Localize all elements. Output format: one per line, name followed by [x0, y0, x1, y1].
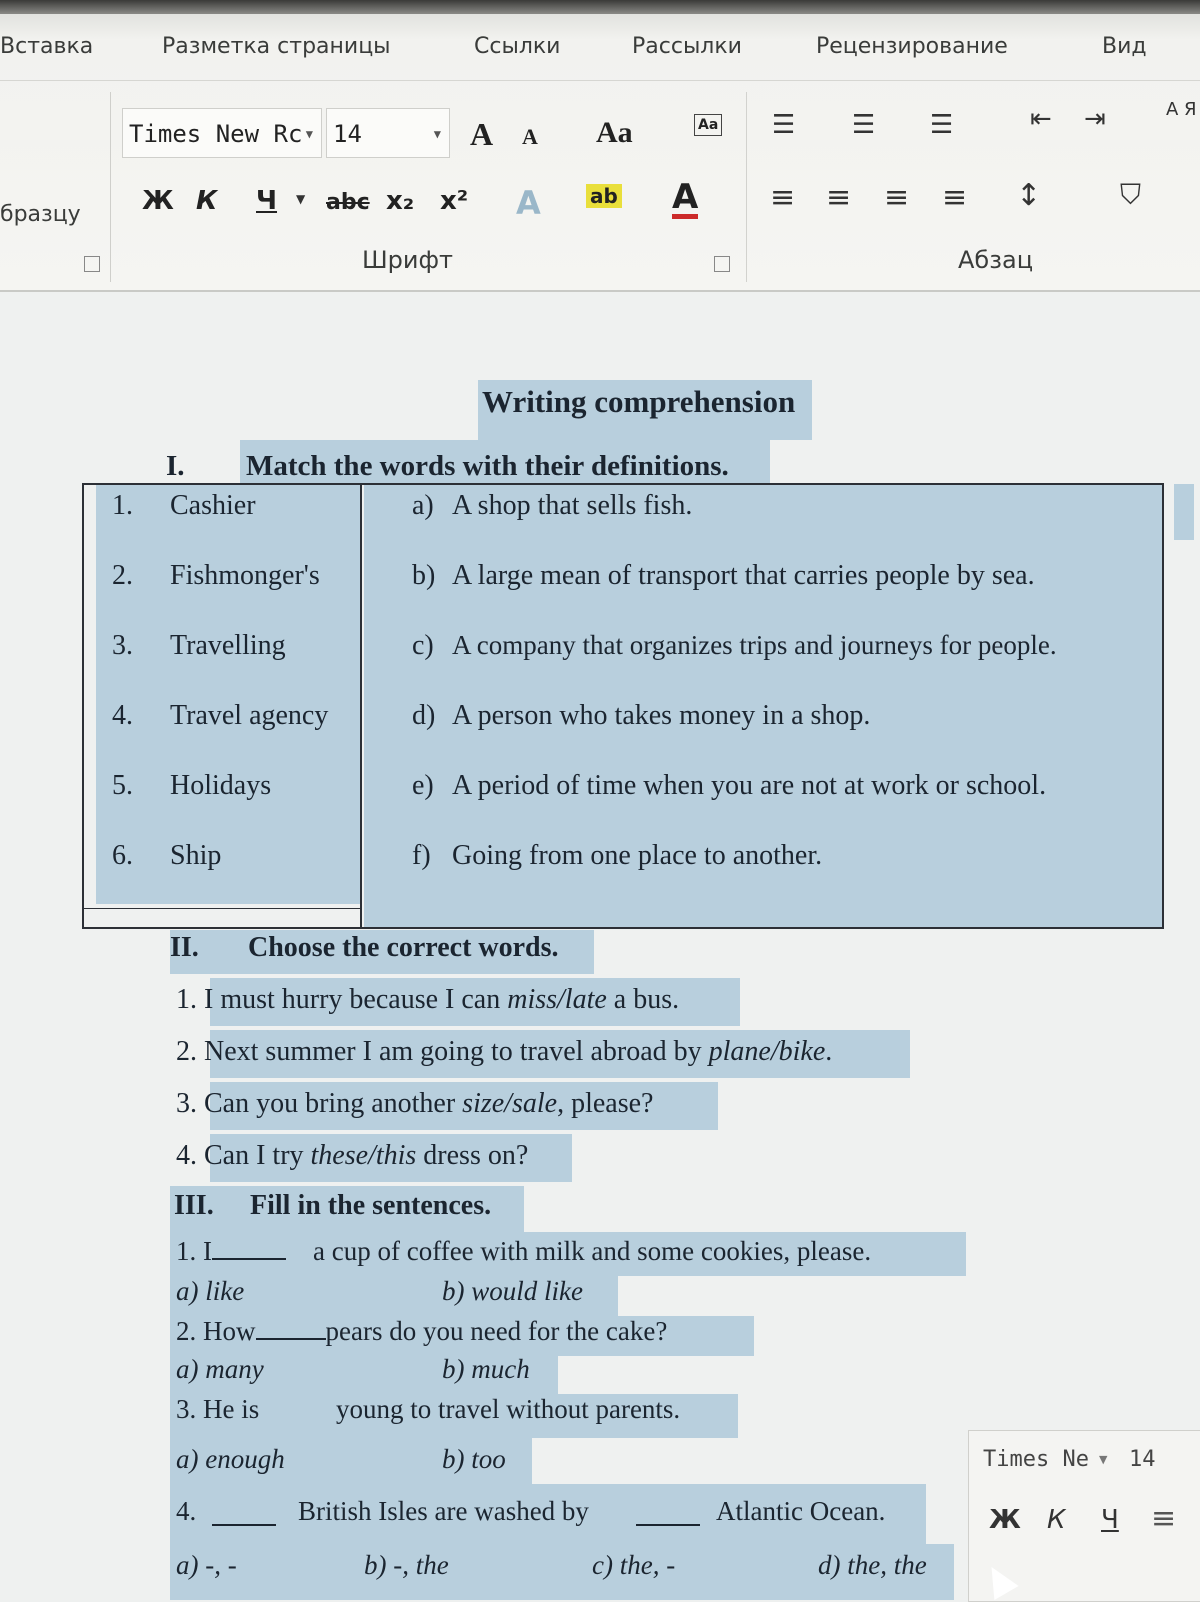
- question-text: 2. How: [176, 1316, 256, 1346]
- answer-blank: [256, 1338, 326, 1340]
- list-item: [176, 1140, 528, 1172]
- tab-references[interactable]: Ссылки: [474, 34, 561, 59]
- mini-font-name[interactable]: Times Ne: [983, 1447, 1089, 1472]
- chevron-down-icon[interactable]: ▼: [296, 192, 306, 206]
- option: b) too: [442, 1444, 506, 1474]
- word-item: Travelling: [170, 630, 286, 661]
- word-item: Holidays: [170, 770, 272, 801]
- mini-font-size[interactable]: 14: [1129, 1447, 1156, 1472]
- group-separator: [746, 92, 747, 282]
- list-item: [176, 1088, 653, 1120]
- font-name-value: Times New Rc: [129, 120, 303, 148]
- question-text: Atlantic Ocean.: [716, 1496, 886, 1526]
- align-left-icon[interactable]: ≡: [770, 180, 796, 215]
- section-number: I.: [166, 450, 185, 482]
- section-title: Fill in the sentences.: [250, 1190, 492, 1221]
- answer-blank: [636, 1524, 700, 1526]
- item-choice: miss/late: [507, 984, 607, 1015]
- question-text: a cup of coffee with milk and some cookies, please.: [313, 1236, 872, 1266]
- option: c) the, -: [592, 1550, 676, 1580]
- tab-review[interactable]: Рецензирование: [816, 34, 1008, 59]
- format-painter-label[interactable]: бразцу: [0, 202, 81, 227]
- definition-item: A shop that sells fish.: [452, 490, 693, 521]
- bullets-icon[interactable]: ☰: [772, 110, 796, 140]
- superscript-button[interactable]: x²: [440, 186, 469, 216]
- item-text: , please?: [557, 1088, 654, 1119]
- bold-button[interactable]: Ж: [142, 186, 174, 216]
- align-right-icon[interactable]: ≡: [884, 180, 910, 215]
- paragraph-group-label: Абзац: [958, 246, 1034, 274]
- item-number: 2.: [176, 1036, 197, 1067]
- sort-icon[interactable]: А Я: [1166, 99, 1197, 120]
- ribbon: [0, 0, 1200, 292]
- definition-letter: f): [412, 840, 431, 871]
- list-item: [176, 984, 679, 1016]
- option: b) much: [442, 1354, 530, 1384]
- word-number: 2.: [112, 560, 133, 591]
- section-title: Match the words with their definitions.: [246, 450, 729, 482]
- item-text: dress on?: [416, 1140, 529, 1171]
- tab-page-layout[interactable]: Разметка страницы: [162, 34, 391, 59]
- table-divider: [360, 483, 362, 929]
- grow-font-button[interactable]: A: [470, 116, 494, 152]
- item-number: 4.: [176, 1140, 197, 1171]
- item-text: Can I try: [204, 1140, 311, 1171]
- align-center-icon[interactable]: ≡: [826, 180, 852, 215]
- tab-mailings[interactable]: Рассылки: [632, 34, 742, 59]
- underline-button[interactable]: Ч: [256, 186, 278, 216]
- title-bar: [0, 0, 1200, 14]
- item-choice: size/sale: [462, 1088, 558, 1119]
- change-case-button[interactable]: Aa: [596, 116, 633, 149]
- question-text: pears do you need for the cake?: [325, 1316, 668, 1346]
- question-text: 3. He is: [176, 1394, 260, 1424]
- font-size-combo[interactable]: [326, 108, 450, 158]
- tab-divider: [0, 80, 1200, 81]
- mini-italic-button[interactable]: К: [1047, 1505, 1066, 1535]
- numbering-icon[interactable]: ☰: [852, 110, 876, 140]
- item-number: 3.: [176, 1088, 197, 1119]
- font-size-value: 14: [333, 120, 362, 148]
- definition-letter: c): [412, 630, 434, 661]
- list-item: [176, 1036, 832, 1068]
- chevron-down-icon[interactable]: ▼: [433, 127, 441, 141]
- font-group-label: Шрифт: [362, 246, 453, 274]
- option: a) enough: [176, 1444, 285, 1474]
- clipboard-launcher-icon[interactable]: [84, 256, 100, 272]
- item-text: Next summer I am going to travel abroad by: [204, 1036, 709, 1067]
- word-item: Ship: [170, 840, 222, 871]
- selection-highlight: [1174, 484, 1194, 540]
- question-text: young to travel without parents.: [336, 1394, 681, 1424]
- item-text: I must hurry because I can: [204, 984, 508, 1015]
- item-text: a bus.: [606, 984, 680, 1015]
- definition-letter: b): [412, 560, 436, 591]
- word-number: 1.: [112, 490, 133, 521]
- option: b) -, the: [364, 1550, 449, 1580]
- word-number: 4.: [112, 700, 133, 731]
- font-name-combo[interactable]: [122, 108, 322, 158]
- option: a) like: [176, 1276, 245, 1306]
- multilevel-list-icon[interactable]: ☰: [930, 110, 954, 140]
- answer-blank: [212, 1258, 286, 1260]
- chevron-down-icon[interactable]: ▼: [1099, 1453, 1108, 1466]
- increase-indent-icon[interactable]: ⇥: [1084, 104, 1106, 134]
- option: b) would like: [442, 1276, 583, 1306]
- definition-item: A company that organizes trips and journeys for people.: [452, 630, 1057, 660]
- question-2: [176, 1316, 667, 1347]
- definition-letter: e): [412, 770, 434, 801]
- font-dialog-launcher-icon[interactable]: [714, 256, 730, 272]
- word-item: Travel agency: [170, 700, 329, 731]
- definition-letter: a): [412, 490, 434, 521]
- definition-item: A period of time when you are not at work or school.: [452, 770, 1047, 801]
- word-item: Cashier: [170, 490, 256, 521]
- chevron-down-icon[interactable]: ▼: [305, 127, 313, 141]
- word-number: 5.: [112, 770, 133, 801]
- section-number: II.: [170, 932, 199, 963]
- question-number: 4.: [176, 1496, 197, 1526]
- word-item: Fishmonger's: [170, 560, 320, 591]
- word-number: 6.: [112, 840, 133, 871]
- mini-underline-button[interactable]: Ч: [1101, 1505, 1119, 1535]
- clear-formatting-button[interactable]: Aa: [694, 114, 722, 136]
- highlight-button[interactable]: ab: [586, 184, 622, 208]
- table-row-line: [82, 908, 362, 909]
- italic-button[interactable]: К: [196, 186, 218, 216]
- answer-blank: [212, 1524, 276, 1526]
- shading-icon[interactable]: ⛉: [1120, 178, 1142, 211]
- definition-item: A person who takes money in a shop.: [452, 700, 871, 731]
- shrink-font-button[interactable]: A: [522, 124, 538, 149]
- definition-item: A large mean of transport that carries people by sea.: [452, 560, 1035, 591]
- justify-icon[interactable]: ≡: [942, 180, 968, 215]
- question-text: British Isles are washed by: [298, 1496, 589, 1526]
- definition-item: Going from one place to another.: [452, 840, 823, 871]
- question-text: 1. I: [176, 1236, 212, 1266]
- text-effects-button[interactable]: A: [516, 184, 541, 222]
- section-number: III.: [174, 1190, 214, 1221]
- line-spacing-icon[interactable]: ↕: [1016, 178, 1042, 213]
- option: a) -, -: [176, 1550, 237, 1580]
- item-text: .: [825, 1036, 833, 1067]
- word-number: 3.: [112, 630, 133, 661]
- item-choice: plane/bike: [708, 1036, 826, 1067]
- question-1: [176, 1236, 871, 1267]
- tab-view[interactable]: Вид: [1102, 34, 1147, 59]
- page-title: Writing comprehension: [482, 384, 796, 419]
- item-number: 1.: [176, 984, 197, 1015]
- mini-bold-button[interactable]: Ж: [989, 1505, 1021, 1535]
- option: a) many: [176, 1354, 264, 1384]
- item-text: Can you bring another: [204, 1088, 463, 1119]
- decrease-indent-icon[interactable]: ⇤: [1030, 104, 1052, 134]
- subscript-button[interactable]: x₂: [386, 186, 415, 216]
- item-choice: these/this: [310, 1140, 417, 1171]
- font-color-button[interactable]: A: [672, 177, 699, 217]
- strikethrough-button[interactable]: abc: [326, 190, 370, 215]
- ribbon-tabs: [0, 34, 1200, 74]
- tab-insert[interactable]: Вставка: [0, 34, 94, 59]
- mini-align-icon[interactable]: ≡: [1151, 1501, 1177, 1536]
- definition-letter: d): [412, 700, 436, 731]
- section-title: Choose the correct words.: [248, 932, 559, 963]
- group-separator: [110, 92, 111, 282]
- option: d) the, the: [818, 1550, 927, 1580]
